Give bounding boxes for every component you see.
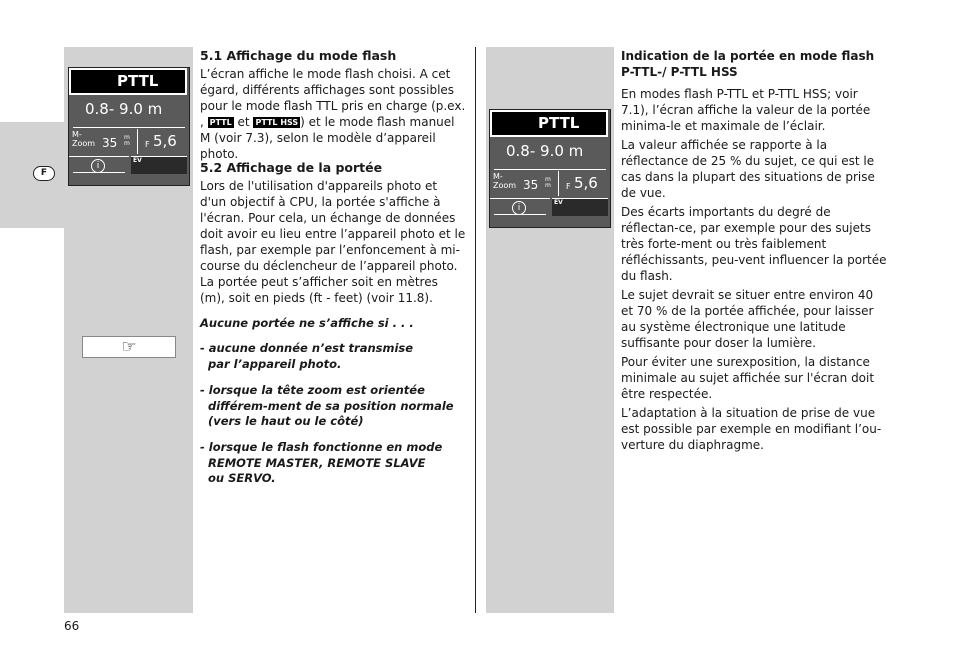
pttl-hss-chip: PTTL HSS (255, 118, 299, 127)
display-info-field (490, 198, 550, 217)
info-icon: i (91, 159, 105, 173)
display-separator (137, 129, 138, 154)
column-divider (475, 47, 476, 613)
note-title: Aucune portée ne s’affiche si . . . (200, 316, 414, 330)
info-underline (73, 172, 125, 173)
note-bullet-1: - aucune donnée n’est transmise par l’appareil photo. (200, 341, 414, 371)
pttl-chip: PTTL (209, 118, 232, 127)
display-ev-field: EV (131, 156, 187, 174)
display-divider (73, 127, 185, 128)
right-paragraph: L’adaptation à la situation de prise de vue est possible par exemple en modifiant l’ou-verture du diaphragme. (621, 406, 882, 452)
right-paragraph: En modes flash P-TTL et P-TTL HSS; voir 7.1), l’écran affiche la valeur de la portée minima-le et maximale de l’éclair. (621, 87, 871, 133)
right-paragraph: La valeur affichée se rapporte à la réflectance de 25 % du sujet, ce qui est le cas dans la plupart des situations de prise de vue. (621, 138, 875, 200)
display-zoom-value: 35 (523, 178, 539, 192)
section-52-body: Lors de l'utilisation d'appareils photo et d'un objectif à CPU, la portée s'affiche à l'écran. Pour cela, un échange de données doit avoir eu lieu entre l’appareil photo et le flash, par exemple par l’enfoncement à mi-course du déclencheur de l’appareil photo. La portée peut s’afficher soit en mètres (m), soit en pieds (ft - feet) (voir 11.8). (200, 179, 466, 305)
display-zoom-label: M- Zoom (72, 130, 96, 148)
display-range: 0.8- 9.0 m (506, 142, 584, 160)
display-zoom-value: 35 (102, 136, 118, 150)
note-bullet-2: - lorsque la tête zoom est orientée différem-ment de sa position normale (vers le haut ou le côté) (200, 383, 454, 428)
display-divider (494, 169, 606, 170)
note-bullet-3: - lorsque le flash fonctionne en mode REMOTE MASTER, REMOTE SLAVE ou SERVO. (200, 440, 443, 485)
flash-display-right (489, 109, 611, 228)
right-paragraph: Le sujet devrait se situer entre environ 40 et 70 % de la portée affichée, pour laisser au système électronique une latitude suffisante pour doser la lumière. (621, 288, 874, 350)
display-mode: PTTL (69, 68, 187, 95)
section-51-body: L’écran affiche le mode flash choisi. A cet égard, différents affichages sont possibles pour le mode flash TTL pris en charge (p.ex. , PTTL et PTTL HSS ) et le mode flash manuel M (voir 7.3), selon le modèle d’appareil photo. (200, 67, 466, 161)
display-ev-field: EV (552, 198, 608, 216)
display-range: 0.8- 9.0 m (85, 100, 163, 118)
info-icon: i (512, 201, 526, 215)
display-f-value: 5,6 (574, 174, 598, 192)
display-f-label: F (145, 140, 150, 149)
hand-pointer-icon: ☞ (82, 336, 176, 358)
right-section-body (621, 86, 889, 453)
section-51-title: 5.1 Affichage du mode flash (200, 48, 397, 63)
flash-display-left (68, 67, 190, 186)
display-f-label: F (566, 182, 571, 191)
language-badge: F (33, 166, 55, 181)
page-number: 66 (64, 619, 80, 633)
section-52-title: 5.2 Affichage de la portée (200, 160, 383, 175)
right-paragraph: Pour éviter une surexposition, la distance minimale au sujet affichée sur l'écran doit être respectée. (621, 355, 875, 401)
display-mm-unit: m m (124, 134, 130, 147)
display-f-value: 5,6 (153, 132, 177, 150)
display-info-field (69, 156, 129, 175)
right-paragraph: Des écarts importants du degré de réflectan-ce, par exemple pour des sujets très forte-ment ou très faiblement réfléchissants, peu-vent influencer la portée du flash. (621, 205, 887, 283)
display-mode: PTTL (490, 110, 608, 137)
display-zoom-label: M- Zoom (493, 172, 517, 190)
right-section-title: Indication de la portée en mode flash P-TTL-/ P-TTL HSS (621, 49, 875, 79)
display-mm-unit: m m (545, 176, 551, 189)
info-underline (494, 214, 546, 215)
display-separator (558, 171, 559, 196)
